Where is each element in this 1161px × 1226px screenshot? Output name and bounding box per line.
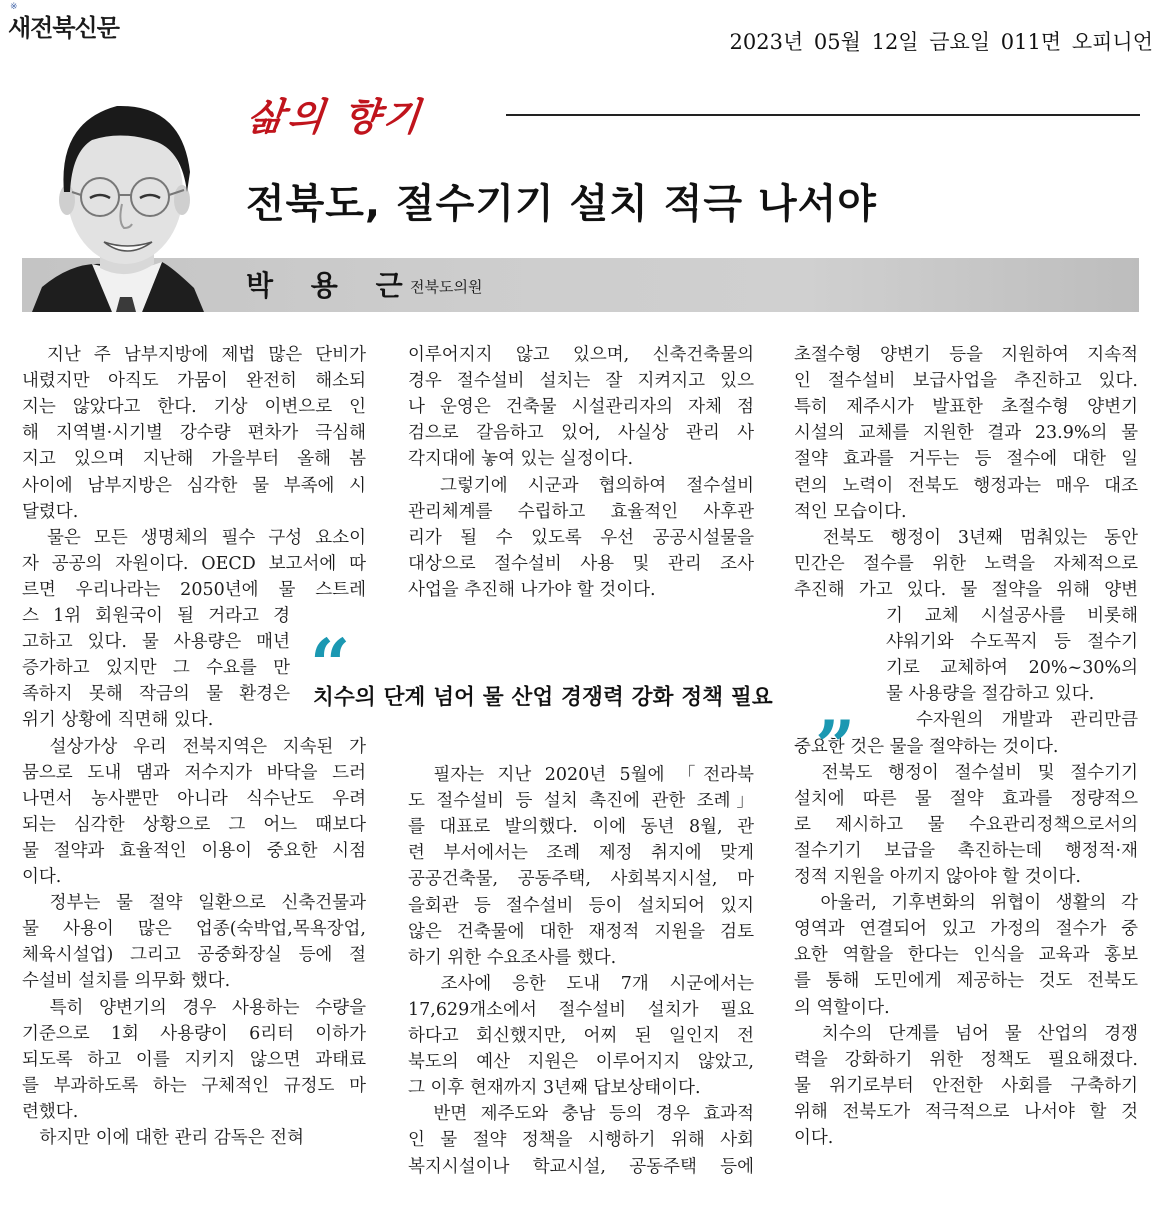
body-line: 하다고 회신했지만, 어찌 된 일인지 전 xyxy=(408,1026,754,1046)
body-line: 요한 역할을 한다는 인식을 교육과 홍보 xyxy=(794,945,1138,966)
body-line: 절수기기 보급을 촉진하는데 행정적·재 xyxy=(794,840,1138,861)
body-line: 체육시설업) 그리고 공중화장실 등에 절 xyxy=(22,945,366,966)
author-title: 전북도의원 xyxy=(410,278,483,296)
body-line: 전북도 행정이 3년째 멈춰있는 동안 xyxy=(794,527,1138,548)
body-line: 인 절수설비 보급사업을 추진하고 있다. xyxy=(794,371,1138,392)
body-line: 를 통해 도민에게 제공하는 것도 전북도 xyxy=(794,971,1138,992)
body-line: 적인 모습이다. xyxy=(794,501,907,522)
body-line: 공공건축물, 공동주택, 사회복지시설, 마 xyxy=(408,869,754,890)
body-line: 필자는 지난 2020년 5월에 「전라북 xyxy=(408,765,754,785)
body-line: 특히 양변기의 경우 사용하는 수량을 xyxy=(22,997,366,1018)
body-line: 특히 제주시가 발표한 초절수형 양변기 xyxy=(794,397,1138,418)
body-line: 대상으로 절수설비 사용 및 관리 조사 xyxy=(408,553,754,574)
body-line: 위해 전북도가 적극적으로 나서야 할 것 xyxy=(794,1101,1138,1122)
body-line: 민간은 절수를 위한 노력을 자체적으로 xyxy=(794,553,1138,574)
body-line: 이다. xyxy=(794,1128,834,1148)
body-line: 그렇기에 시군과 협의하여 절수설비 xyxy=(408,475,754,496)
body-line: 북도의 예산 지원은 이루어지지 않았고, xyxy=(408,1052,754,1073)
body-line: 련했다. xyxy=(22,1101,79,1122)
pull-quote: 치수의 단계 넘어 물 산업 경쟁력 강화 정책 필요 xyxy=(313,685,773,710)
column-name: 삶의 향기 xyxy=(245,95,426,139)
body-line: 을회관 등 절수설비 등이 설치되어 있지 xyxy=(408,895,754,916)
body-line: 관리체계를 수립하고 효율적인 사후관 xyxy=(408,501,754,522)
body-line: 반면 제주도와 충남 등의 경우 효과적 xyxy=(408,1104,754,1125)
body-line: 기준으로 1회 사용량이 6리터 이하가 xyxy=(22,1023,366,1044)
body-line: 아울러, 기후변화의 위협이 생활의 각 xyxy=(794,893,1138,914)
body-line: 정적 지원을 아끼지 않아야 할 것이다. xyxy=(794,867,1081,887)
body-line: 를 대표로 발의했다. 이에 동년 8월, 관 xyxy=(408,817,754,838)
body-line: 나 운영은 건축물 시설관리자의 자체 점 xyxy=(408,397,754,418)
body-line: 각지대에 놓여 있는 실정이다. xyxy=(408,449,634,470)
body-line: 지난 주 남부지방에 제법 많은 단비가 xyxy=(22,345,366,365)
body-line: 지고 있으며 지난해 가을부터 올해 봄 xyxy=(22,449,366,470)
body-line: 스 1위 회원국이 될 거라고 경 xyxy=(22,606,290,626)
body-line: 않은 건축물에 대한 재정적 지원을 검토 xyxy=(408,921,754,942)
body-line: 시설의 교체를 지원한 결과 23.9%의 물 xyxy=(794,423,1138,444)
headline: 전북도, 절수기기 설치 적극 나서야 xyxy=(246,181,877,227)
body-line: 추진해 가고 있다. 물 절약을 위해 양변 xyxy=(794,579,1138,600)
body-line: 정부는 물 절약 일환으로 신축건물과 xyxy=(22,893,366,914)
body-line: 기로 교체하여 20%~30%의 xyxy=(886,658,1138,679)
body-line: 되는 심각한 상황으로 그 어느 때보다 xyxy=(22,814,366,835)
body-line: 이루어지지 않고 있으며, 신축건축물의 xyxy=(408,345,754,365)
body-line: 초절수형 양변기 등을 지원하여 지속적 xyxy=(794,345,1138,365)
body-line: 고하고 있다. 물 사용량은 매년 xyxy=(22,632,290,653)
body-line: 복지시설이나 학교시설, 공동주택 등에 xyxy=(408,1156,754,1177)
body-line: 하지만 이에 대한 관리 감독은 전혀 xyxy=(22,1128,304,1148)
body-line: 물 사용이 많은 업종(숙박업,목욕장업, xyxy=(22,919,366,940)
close-quote-icon: ” xyxy=(815,705,856,788)
body-line: 도 절수설비 등 설치 촉진에 관한 조례」 xyxy=(408,791,754,812)
body-line: 수자원의 개발과 관리만큼 xyxy=(886,710,1138,731)
body-line: 사이에 남부지방은 심각한 물 부족에 시 xyxy=(22,475,366,496)
body-line: 되도록 하고 이를 지키지 않으면 과태료 xyxy=(22,1049,366,1070)
body-line: 검으로 갈음하고 있어, 사실상 관리 사 xyxy=(408,423,754,444)
body-line: 중요한 것은 물을 절약하는 것이다. xyxy=(794,736,1059,757)
body-line: 그 이후 현재까지 3년째 답보상태이다. xyxy=(408,1078,701,1099)
body-line: 설상가상 우리 전북지역은 지속된 가 xyxy=(22,736,366,757)
author-photo xyxy=(22,92,204,312)
newspaper-logo: 새전북신문 xyxy=(8,14,119,42)
body-line: 련 부서에서는 조례 제정 취지에 맞게 xyxy=(408,843,754,864)
body-line: 의 역할이다. xyxy=(794,997,890,1018)
body-line: 족하지 못해 작금의 물 환경은 xyxy=(22,684,290,705)
body-line: 조사에 응한 도내 7개 시군에서는 xyxy=(408,973,754,994)
body-line: 설치에 따른 물 절약 효과를 정량적으 xyxy=(794,788,1138,809)
body-line: 련의 노력이 전북도 행정과는 매우 대조 xyxy=(794,475,1138,496)
body-line: 로 제시하고 물 수요관리정책으로서의 xyxy=(794,814,1138,835)
body-line: 샤워기와 수도꼭지 등 절수기 xyxy=(886,632,1138,653)
body-line: 자 공공의 자원이다. OECD 보고서에 따 xyxy=(22,553,366,574)
body-line: 르면 우리나라는 2050년에 물 스트레 xyxy=(22,579,366,600)
body-line: 치수의 단계를 넘어 물 산업의 경쟁 xyxy=(794,1023,1138,1044)
body-line: 하기 위한 수요조사를 했다. xyxy=(408,947,617,968)
body-line: 17,629개소에서 절수설비 설치가 필요 xyxy=(408,999,754,1020)
portrait-image xyxy=(22,92,204,312)
body-line: 물 위기로부터 안전한 사회를 구축하기 xyxy=(794,1075,1138,1096)
body-line: 나면서 농사뿐만 아니라 식수난도 우려 xyxy=(22,788,366,809)
body-line: 력을 강화하기 위한 정책도 필요해졌다. xyxy=(794,1049,1138,1070)
body-line: 수설비 설치를 의무화 했다. xyxy=(22,971,231,992)
body-line: 물 사용량을 절감하고 있다. xyxy=(886,684,1095,705)
body-line: 위기 상황에 직면해 있다. xyxy=(22,710,214,731)
body-line: 절약 효과를 거두는 등 절수에 대한 일 xyxy=(794,449,1138,470)
dateline: 2023년 05월 12일 금요일 011면 오피니언 xyxy=(729,30,1153,54)
author-name: 박 용 근 xyxy=(246,269,417,302)
body-line: 물은 모든 생명체의 필수 구성 요소이 xyxy=(22,527,366,548)
body-line: 물 절약과 효율적인 이용이 중요한 시점 xyxy=(22,840,366,861)
body-line: 이다. xyxy=(22,867,62,887)
body-line: 뭄으로 도내 댐과 저수지가 바닥을 드러 xyxy=(22,762,366,783)
body-line: 지는 않았다고 한다. 기상 이변으로 인 xyxy=(22,397,366,418)
open-quote-icon: “ xyxy=(310,623,351,706)
body-line: 증가하고 있지만 그 수요를 만 xyxy=(22,658,290,679)
body-line: 리가 될 수 있도록 우선 공공시설물을 xyxy=(408,527,754,548)
body-line: 인 물 절약 정책을 시행하기 위해 사회 xyxy=(408,1130,754,1151)
body-line: 달렸다. xyxy=(22,501,79,522)
body-line: 를 부과하도록 하는 구체적인 규정도 마 xyxy=(22,1075,366,1096)
body-line: 기 교체 시설공사를 비롯해 xyxy=(886,606,1138,626)
body-line: 경우 절수설비 설치는 잘 지켜지고 있으 xyxy=(408,371,754,392)
body-line: 내렸지만 아직도 가뭄이 완전히 해소되 xyxy=(22,371,366,392)
body-line: 전북도 행정이 절수설비 및 절수기기 xyxy=(794,762,1138,783)
header-divider xyxy=(506,114,1140,116)
logo-mark-icon: ※ xyxy=(10,2,19,12)
body-line: 해 지역별·시기별 강수량 편차가 극심해 xyxy=(22,423,366,444)
body-line: 사업을 추진해 나가야 할 것이다. xyxy=(408,579,656,600)
body-line: 영역과 연결되어 있고 가정의 절수가 중 xyxy=(794,919,1138,940)
